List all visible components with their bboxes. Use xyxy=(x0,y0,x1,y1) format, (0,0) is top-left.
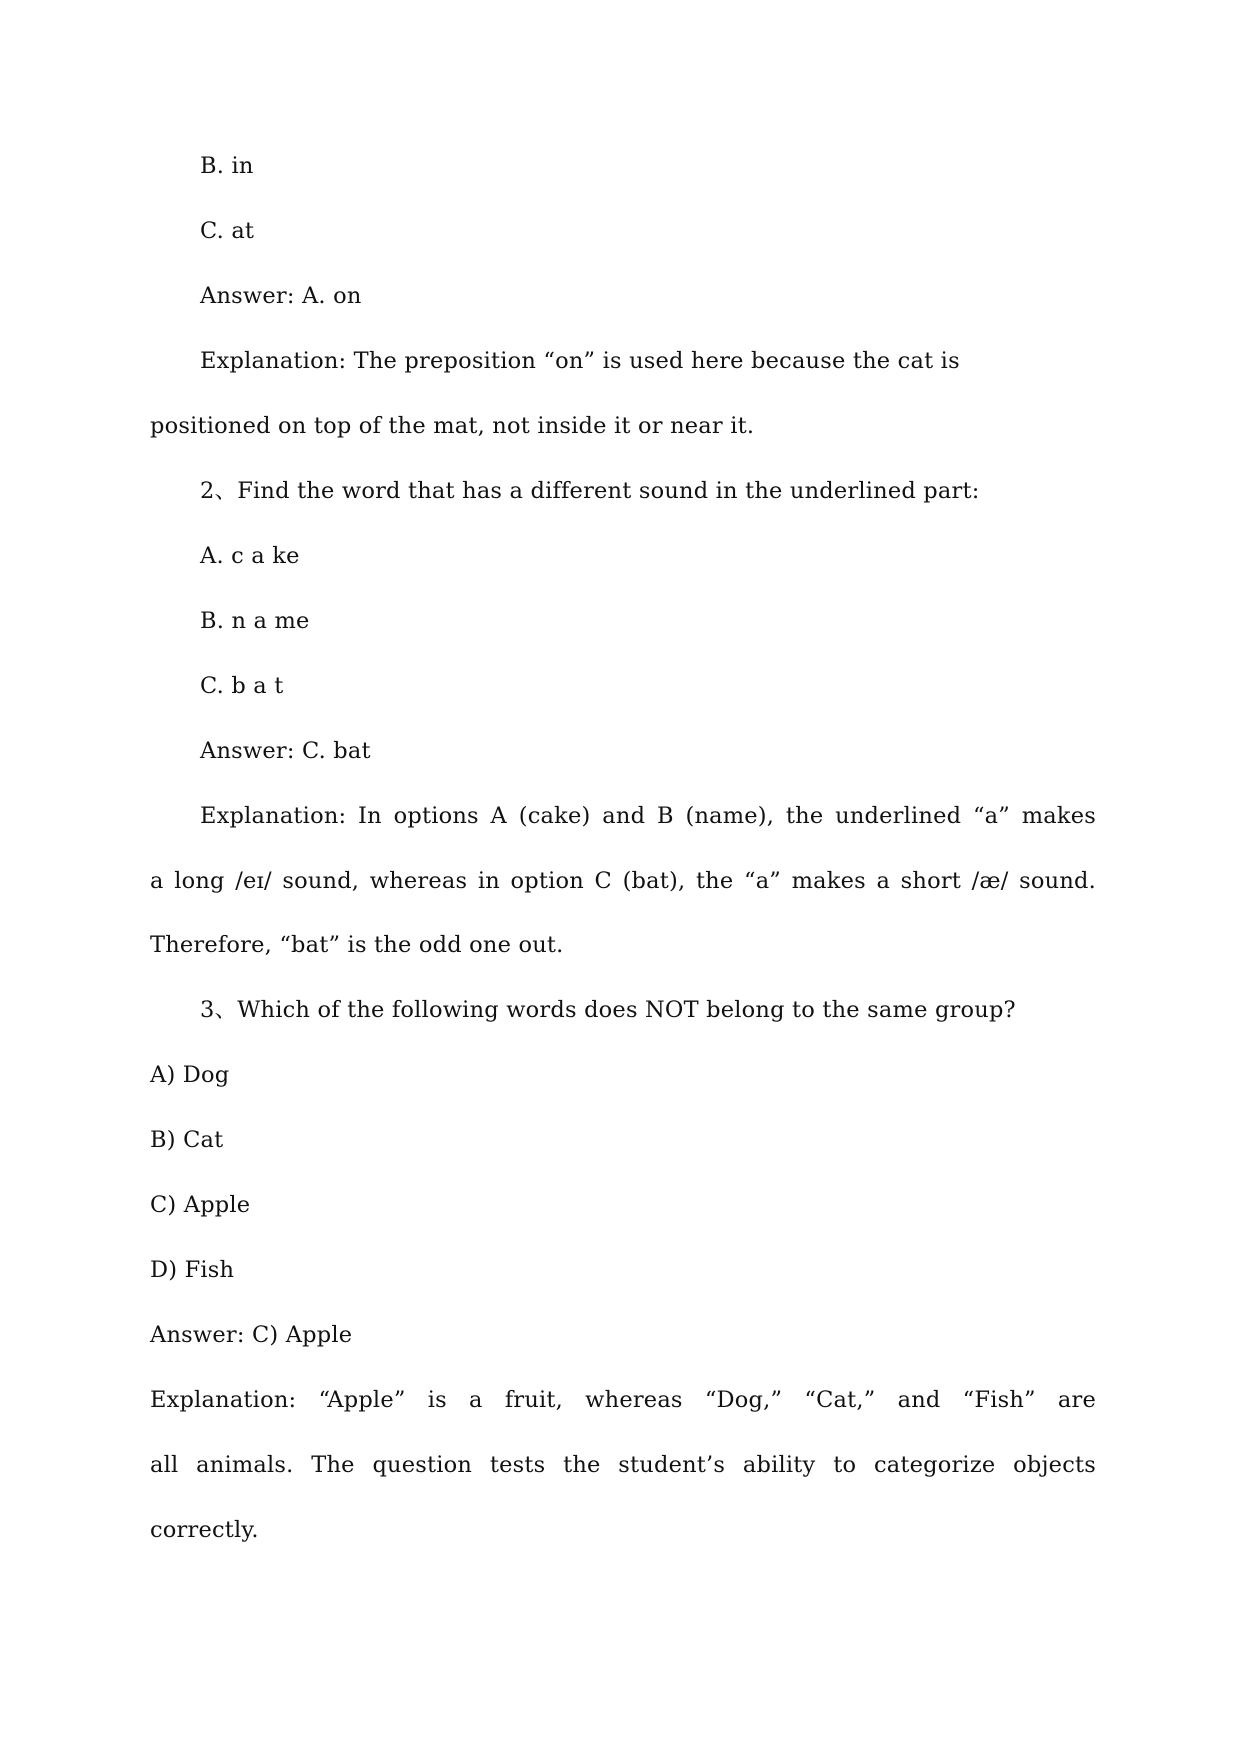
q3-option-a: A) Dog xyxy=(150,1062,230,1088)
q1-option-b: B. in xyxy=(200,153,254,179)
q3-explanation-line-2: all animals. The question tests the student’s ability to categorize objects xyxy=(150,1452,1096,1478)
q1-explanation-line-2: positioned on top of the mat, not inside it or near it. xyxy=(150,413,755,439)
q3-question: 3、Which of the following words does NOT belong to the same group? xyxy=(200,997,1016,1023)
q2-answer: Answer: C. bat xyxy=(200,738,371,764)
q3-option-d: D) Fish xyxy=(150,1257,235,1283)
q2-explanation-line-2: a long /eɪ/ sound, whereas in option C (bat), the “a” makes a short /æ/ sound. xyxy=(150,868,1096,894)
q2-explanation-line-1: Explanation: In options A (cake) and B (name), the underlined “a” makes xyxy=(200,803,1096,829)
q2-explanation-line-3: Therefore, “bat” is the odd one out. xyxy=(150,932,564,958)
q3-explanation-line-1: Explanation: “Apple” is a fruit, whereas “Dog,” “Cat,” and “Fish” are xyxy=(150,1387,1096,1413)
q3-answer: Answer: C) Apple xyxy=(150,1322,353,1348)
q1-explanation-line-1: Explanation: The preposition “on” is used here because the cat is xyxy=(200,348,960,374)
q1-option-c: C. at xyxy=(200,218,255,244)
q3-explanation-line-3: correctly. xyxy=(150,1517,259,1543)
q2-option-b: B. n a me xyxy=(200,608,310,634)
q2-question: 2、Find the word that has a different sound in the underlined part: xyxy=(200,478,980,504)
q3-option-c: C) Apple xyxy=(150,1192,251,1218)
q3-option-b: B) Cat xyxy=(150,1127,224,1153)
q2-option-c: C. b a t xyxy=(200,673,284,699)
q2-option-a: A. c a ke xyxy=(200,543,300,569)
q1-answer: Answer: A. on xyxy=(200,283,362,309)
